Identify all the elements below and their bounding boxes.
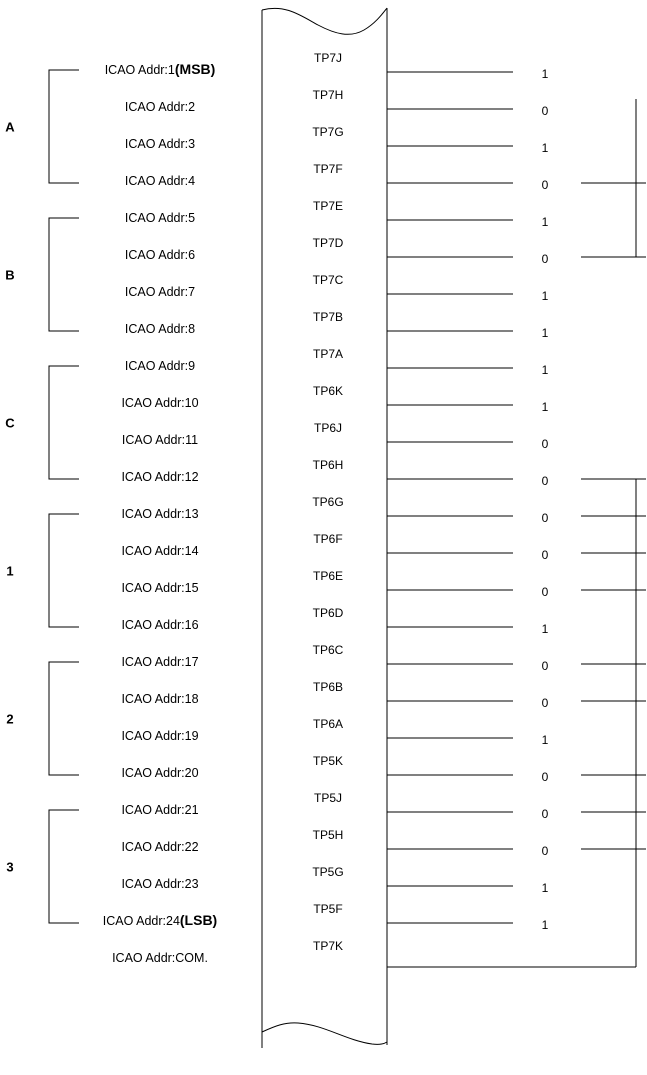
- bracket-line: [49, 810, 79, 923]
- address-label: [121, 507, 198, 521]
- pin-row: [125, 347, 549, 377]
- pin-row: [125, 162, 646, 192]
- address-text: ICAO Addr:10: [121, 396, 199, 410]
- address-text: ICAO Addr:1: [104, 63, 175, 77]
- address-text: ICAO Addr:11: [121, 433, 199, 447]
- pin-row: [121, 643, 646, 673]
- bit-value: 0: [541, 104, 549, 118]
- address-label: [105, 61, 216, 77]
- pin-row: [121, 532, 646, 562]
- address-text: ICAO Addr:12: [121, 470, 199, 484]
- test-point-label: TP5K: [312, 754, 344, 768]
- address-text: ICAO Addr:2: [124, 100, 196, 114]
- pin-row: [121, 865, 548, 895]
- bit-value: 0: [541, 807, 549, 821]
- bracket-line: [49, 218, 79, 331]
- bit-value: 0: [541, 474, 549, 488]
- bit-value: 1: [541, 733, 549, 747]
- address-text: ICAO Addr:23: [121, 877, 199, 891]
- address-label: [121, 655, 198, 669]
- common-test-point-label: TP7K: [312, 939, 344, 953]
- address-text: ICAO Addr:22: [121, 840, 199, 854]
- group-bracket: [5, 366, 79, 479]
- bit-value: 0: [541, 252, 549, 266]
- connector-bottom-break: [262, 1023, 387, 1045]
- address-label: [121, 692, 198, 706]
- address-text: ICAO Addr:3: [124, 137, 196, 151]
- test-point-label: TP6D: [312, 606, 344, 620]
- pin-row: [121, 569, 646, 599]
- address-text: ICAO Addr:21: [121, 803, 199, 817]
- pin-row: [125, 273, 549, 303]
- address-text: ICAO Addr:8: [124, 322, 196, 336]
- address-text: ICAO Addr:24: [102, 914, 180, 928]
- test-point-label: TP6J: [313, 421, 343, 435]
- address-text: ICAO Addr:19: [121, 729, 199, 743]
- connector-top-break: [262, 8, 387, 34]
- address-label: [125, 322, 195, 336]
- bit-value: 1: [541, 215, 549, 229]
- address-label: [125, 285, 195, 299]
- address-text: ICAO Addr:9: [124, 359, 196, 373]
- address-label: [125, 359, 195, 373]
- pin-row: [121, 680, 646, 710]
- address-label: [122, 433, 198, 447]
- address-label: [125, 137, 195, 151]
- bracket-line: [49, 662, 79, 775]
- pin-row: [121, 495, 646, 525]
- test-point-label: TP7E: [312, 199, 344, 213]
- bit-value: 1: [541, 622, 549, 636]
- test-point-label: TP6C: [312, 643, 344, 657]
- address-label: [125, 211, 195, 225]
- group-bracket: [5, 70, 79, 183]
- bracket-line: [49, 70, 79, 183]
- bit-value: 0: [541, 659, 549, 673]
- test-point-label: TP6B: [312, 680, 344, 694]
- pin-row: [121, 717, 548, 747]
- test-point-label: TP7J: [313, 51, 343, 65]
- address-label: [121, 618, 198, 632]
- group-label: 2: [6, 711, 14, 727]
- test-point-label: TP6K: [312, 384, 344, 398]
- test-point-label: TP7F: [313, 162, 343, 176]
- address-label: [125, 248, 195, 262]
- pin-row: [121, 458, 646, 488]
- address-label: [121, 396, 198, 410]
- test-point-label: TP7H: [312, 88, 344, 102]
- group-label: C: [5, 415, 15, 431]
- pin-row: [125, 236, 646, 266]
- test-point-label: TP5H: [312, 828, 344, 842]
- bit-value: 1: [541, 881, 549, 895]
- address-text: ICAO Addr:18: [121, 692, 199, 706]
- significance-marker: (LSB): [179, 912, 218, 928]
- significance-marker: (MSB): [174, 61, 216, 77]
- bit-value: 1: [541, 326, 549, 340]
- bit-value: 0: [541, 511, 549, 525]
- bit-value: 1: [541, 400, 549, 414]
- bit-value: 0: [541, 437, 549, 451]
- address-text: ICAO Addr:7: [124, 285, 196, 299]
- bit-value: 0: [541, 696, 549, 710]
- address-label: [121, 766, 198, 780]
- address-label: [121, 581, 198, 595]
- pin-row: [121, 606, 548, 636]
- address-text: ICAO Addr:16: [121, 618, 199, 632]
- address-label: [103, 912, 217, 928]
- bit-value: 0: [541, 770, 549, 784]
- address-label: [125, 174, 195, 188]
- group-label: 3: [6, 859, 14, 875]
- pin-row: [125, 125, 549, 155]
- test-point-label: TP7B: [312, 310, 344, 324]
- group-bracket: [5, 218, 79, 331]
- address-label: [121, 729, 198, 743]
- pin-row: [103, 902, 549, 932]
- address-label: [121, 803, 198, 817]
- address-label: [125, 100, 195, 114]
- pin-row: [121, 384, 548, 414]
- address-text: ICAO Addr:4: [124, 174, 196, 188]
- test-point-label: TP6A: [312, 717, 344, 731]
- address-label: [121, 877, 198, 891]
- group-label: B: [5, 267, 15, 283]
- test-point-label: TP7C: [312, 273, 344, 287]
- group-label: 1: [6, 563, 14, 579]
- bit-value: 0: [541, 178, 549, 192]
- bracket-line: [49, 514, 79, 627]
- pin-row: [122, 421, 549, 451]
- common-address-label: ICAO Addr:COM.: [112, 951, 208, 965]
- test-point-label: TP7A: [312, 347, 344, 361]
- address-text: ICAO Addr:13: [121, 507, 199, 521]
- address-text: ICAO Addr:14: [121, 544, 199, 558]
- bit-value: 1: [541, 363, 549, 377]
- pin-row: [105, 51, 549, 81]
- test-point-label: TP6H: [312, 458, 344, 472]
- address-text: ICAO Addr:15: [121, 581, 199, 595]
- group-label: A: [5, 119, 15, 135]
- bracket-line: [49, 366, 79, 479]
- test-point-label: TP6G: [312, 495, 344, 509]
- address-text: ICAO Addr:17: [121, 655, 199, 669]
- group-bracket: [6, 810, 79, 923]
- pin-row: [121, 791, 646, 821]
- pin-row: [125, 310, 549, 340]
- bit-value: 1: [541, 141, 549, 155]
- test-point-label: TP6F: [313, 532, 343, 546]
- test-point-label: TP7D: [312, 236, 344, 250]
- test-point-label: TP6E: [312, 569, 344, 583]
- address-label: [121, 470, 198, 484]
- test-point-label: TP5G: [312, 865, 344, 879]
- bit-value: 0: [541, 585, 549, 599]
- test-point-label: TP5J: [313, 791, 343, 805]
- test-point-label: TP7G: [312, 125, 344, 139]
- bit-value: 0: [541, 844, 549, 858]
- bit-value: 1: [541, 67, 549, 81]
- group-bracket: [6, 514, 79, 627]
- address-text: ICAO Addr:6: [124, 248, 196, 262]
- test-point-label: TP5F: [313, 902, 343, 916]
- bit-value: 1: [541, 918, 549, 932]
- bit-value: 1: [541, 289, 549, 303]
- address-text: ICAO Addr:5: [124, 211, 196, 225]
- pin-row: [121, 828, 646, 858]
- pin-row: [125, 199, 549, 229]
- pin-row: [121, 754, 646, 784]
- pin-row: [125, 88, 549, 118]
- group-bracket: [6, 662, 79, 775]
- address-text: ICAO Addr:20: [121, 766, 199, 780]
- address-label: [121, 544, 198, 558]
- bit-value: 0: [541, 548, 549, 562]
- address-label: [121, 840, 198, 854]
